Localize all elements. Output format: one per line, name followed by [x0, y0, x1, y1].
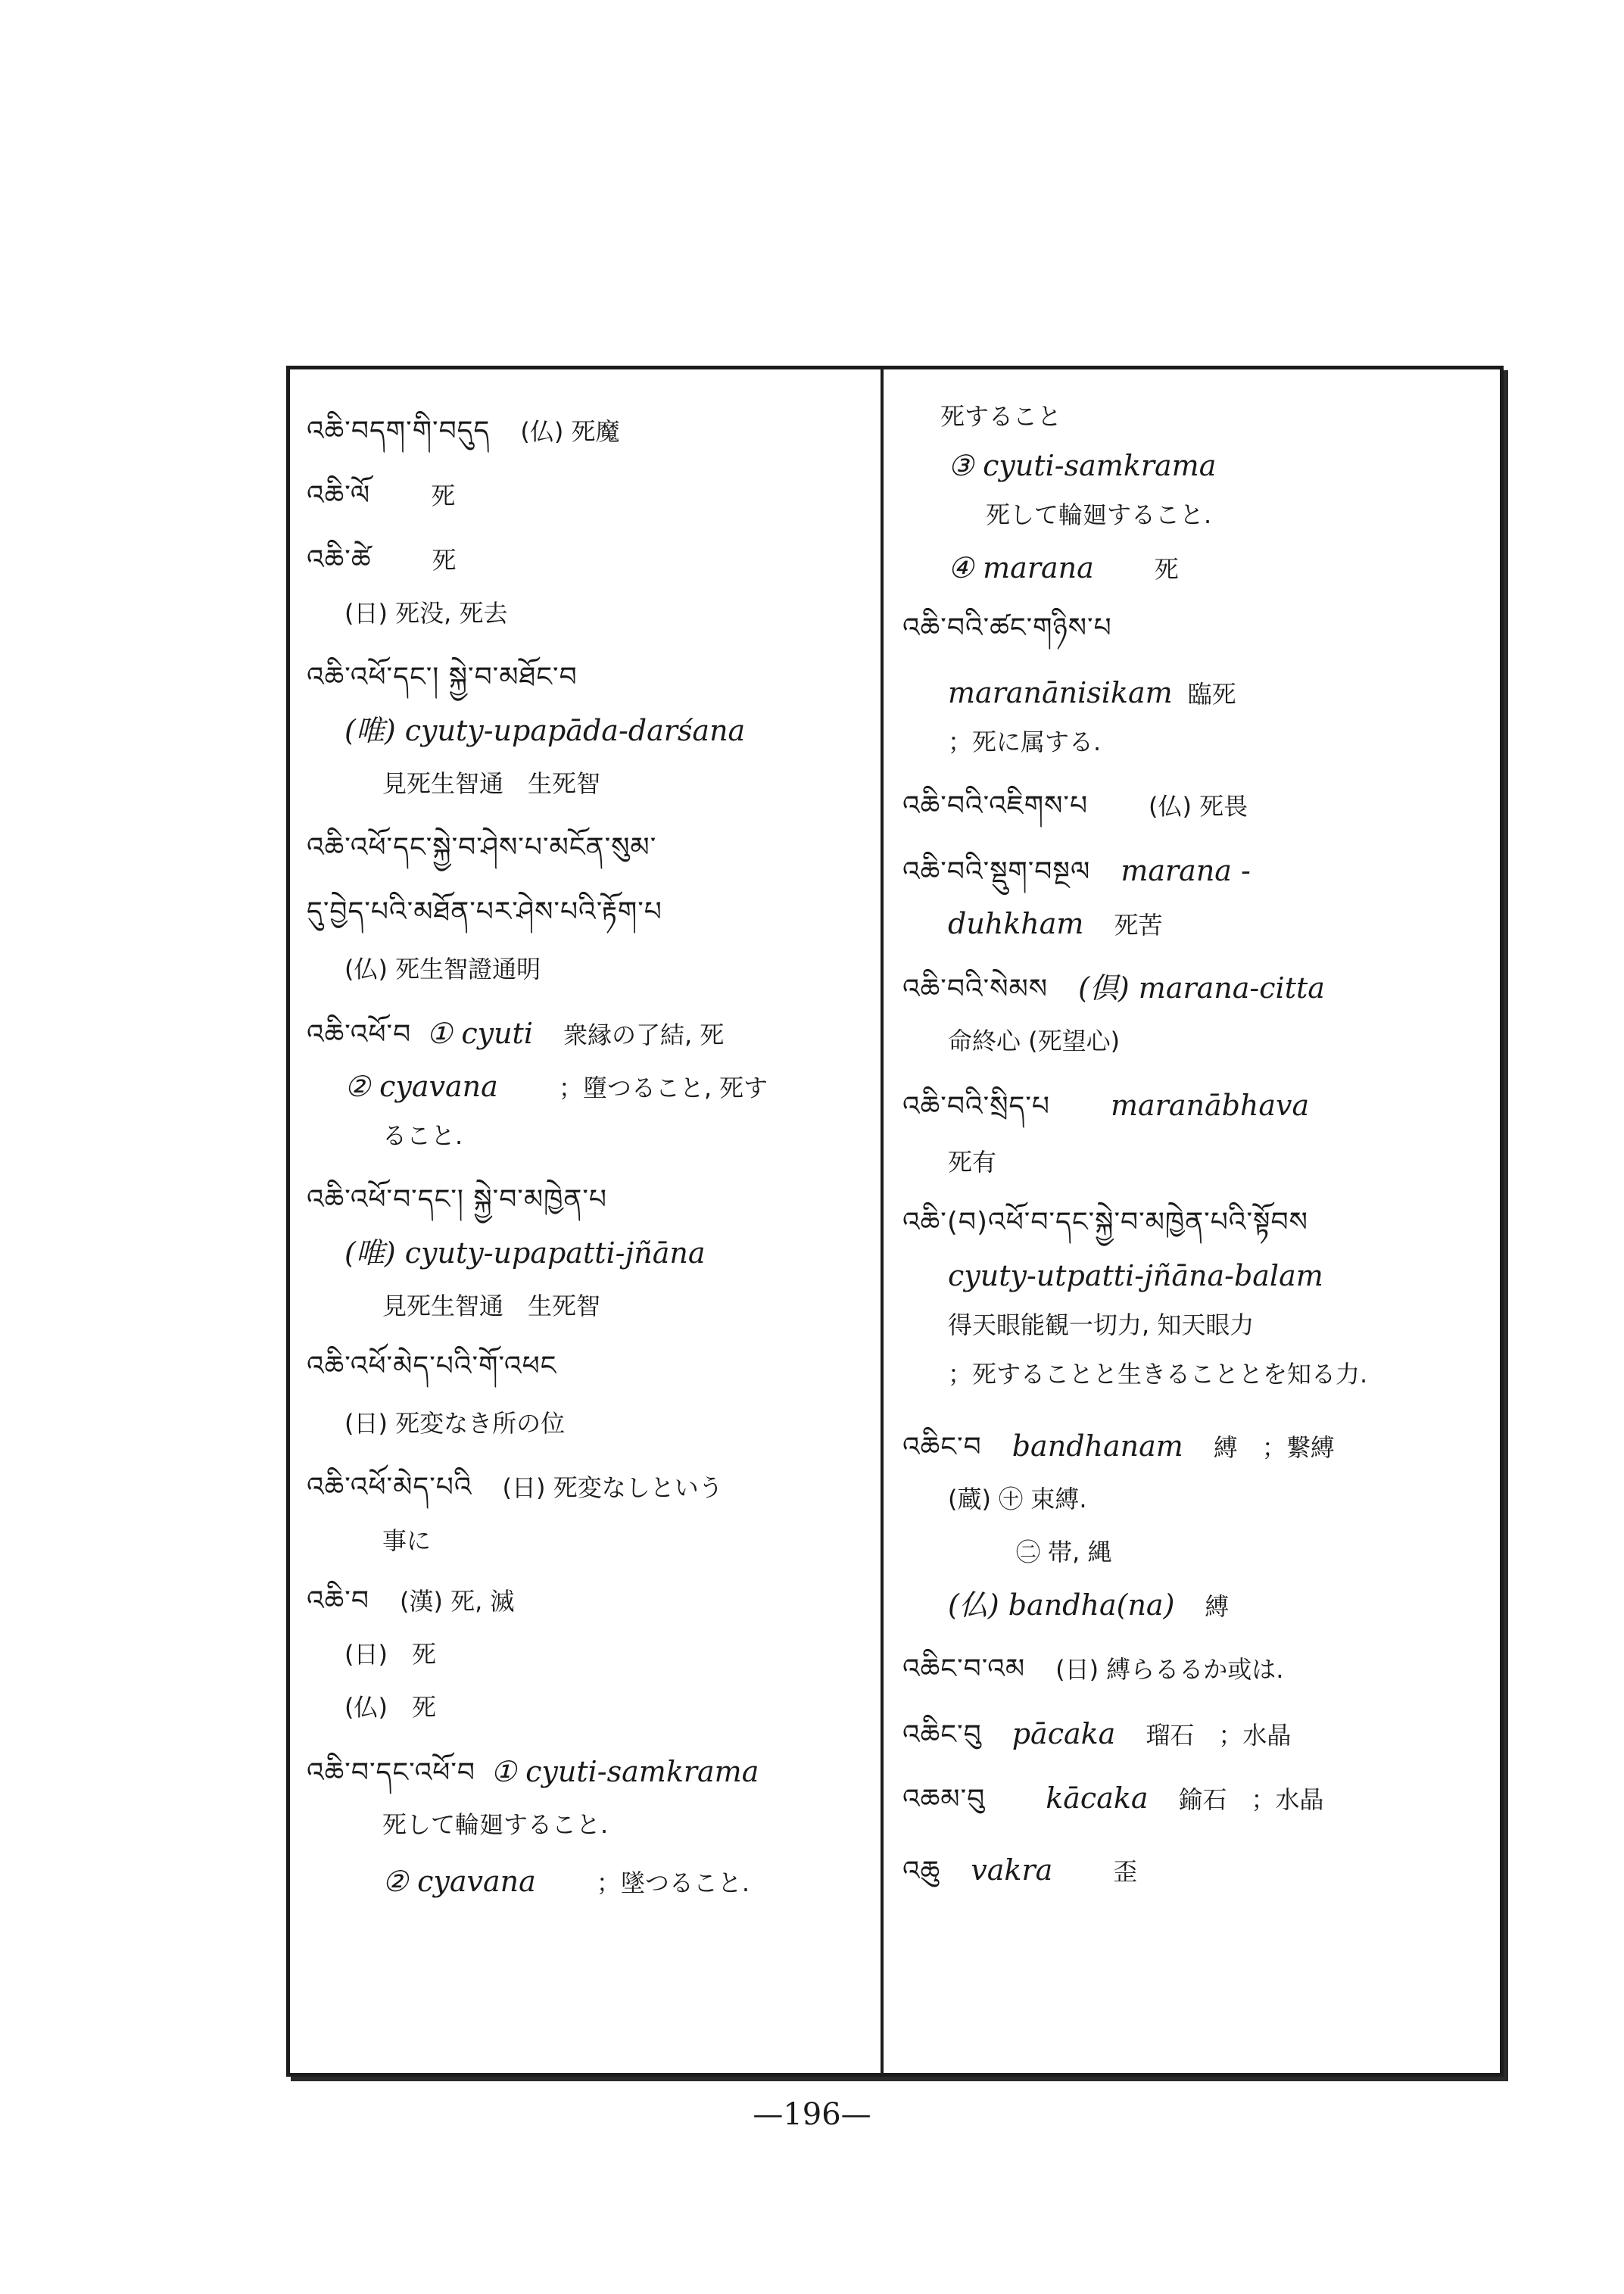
entry-line: 見死生智通 生死智 — [382, 769, 601, 798]
entry-line: 死して輪廻すること. — [986, 500, 1212, 529]
entry-line: (仏) 死生智證通明 — [344, 955, 541, 983]
entry-line: ㊁ 帯, 縄 — [1016, 1538, 1112, 1566]
entry-line: (仏) bandha(na) 縛 — [948, 1588, 1230, 1622]
entry-line: ；死することと生きることとを知る力. — [948, 1360, 1368, 1389]
entry-line: འཆི་ལོ 死 — [307, 480, 456, 511]
entry-line: ③ cyuti-samkrama — [948, 449, 1217, 482]
entry-line: འཆི་བ་དང་འཕོ་བ ① cyuti-samkrama — [307, 1755, 759, 1788]
entry-line: 死して輪廻すること. — [382, 1810, 609, 1839]
entry-line: འཆུ vakra 歪 — [902, 1853, 1138, 1887]
entry-line: (仏) 死 — [344, 1693, 436, 1722]
entry-line: འཆི་བ (漢) 死, 滅 — [307, 1585, 515, 1616]
entry-line: འཆིང་བ་འམ (日) 縛らるるか或は. — [902, 1653, 1284, 1685]
entry-line: (蔵) ㊉ 束縛. — [948, 1485, 1087, 1513]
entry-line: duhkham 死苦 — [948, 907, 1163, 940]
entry-line: 命終心 (死望心) — [948, 1027, 1121, 1055]
entry-line: 見死生智通 生死智 — [382, 1292, 601, 1320]
entry-line: འཆི་འཕོ་བ ① cyuti 衆縁の了結, 死 — [307, 1017, 725, 1050]
entry-line: འཆི་ཚེ 死 — [307, 544, 457, 575]
entry-line: maranānisikam 臨死 — [948, 676, 1236, 709]
entry-line: འཆིང་བ bandhanam 縛 ；繋縛 — [902, 1429, 1335, 1463]
page-number: —196— — [753, 2097, 871, 2132]
entry-line: (日) 死 — [344, 1640, 436, 1669]
entry-line: དུ་བྱེད་པའི་མཐོན་པར་ཤེས་པའི་རྟོག་པ — [307, 896, 662, 927]
entry-line: འཆི་བའི་ཚང་གཉིས་པ — [902, 612, 1112, 644]
entry-line: འཆི་འཕོ་བ་དང་། སྐྱེ་བ་མཁྱེན་པ — [307, 1184, 607, 1215]
entry-line: འཆི་བདག་གི་བདུད (仏) 死魔 — [307, 416, 620, 447]
entry-line: འཆི་(བ)འཕོ་བ་དང་སྐྱེ་བ་མཁྱེན་པའི་སྟོབས — [902, 1207, 1308, 1238]
entry-line: འཆི་བའི་འཇིགས་པ (仏) 死畏 — [902, 790, 1248, 821]
entry-line: (唯) cyuty-upapāda-darśana — [344, 714, 746, 747]
entry-line: འཆི་འཕོ་མེད་པའི་གོ་འཕང — [307, 1351, 557, 1382]
column-divider — [881, 366, 884, 2077]
entry-line: འཆི་འཕོ་མེད་པའི (日) 死変なしという — [307, 1472, 723, 1503]
entry-line: ること. — [382, 1121, 463, 1150]
entry-line: 死すること — [940, 402, 1062, 431]
entry-line: 得天眼能観一切力, 知天眼力 — [948, 1311, 1255, 1339]
entry-line: (日) 死変なき所の位 — [344, 1409, 566, 1438]
entry-line: འཆི་བའི་སྲིད་པ maranābhava — [902, 1089, 1310, 1122]
entry-line: 死有 — [948, 1148, 997, 1177]
entry-line: ；死に属する. — [948, 728, 1102, 756]
entry-line: འཆི་འཕོ་དང་། སྐྱེ་བ་མཐོང་བ — [307, 662, 578, 693]
entry-line: འཆི་འཕོ་དང་སྐྱེ་བ་ཤེས་པ་མངོན་སུམ་ — [307, 832, 657, 863]
entry-line: འཆིང་བུ pācaka 瑠石 ；水晶 — [902, 1717, 1292, 1750]
entry-line: ④ marana 死 — [948, 551, 1179, 584]
entry-line: འཆི་བའི་སེམས (倶) marana-citta — [902, 971, 1325, 1005]
entry-line: ② cyavana ；墮つること, 死す — [344, 1070, 768, 1103]
entry-line: cyuty-utpatti-jñāna-balam — [948, 1259, 1323, 1292]
entry-line: (日) 死没, 死去 — [344, 599, 508, 628]
entry-line: ② cyavana ；墜つること. — [382, 1865, 750, 1898]
entry-line: (唯) cyuty-upapatti-jñāna — [344, 1236, 706, 1270]
entry-line: འཆམ་བུ kācaka 鍮石 ；水晶 — [902, 1781, 1324, 1815]
entry-line: འཆི་བའི་སྡུག་བསྔལ marana - — [902, 854, 1251, 887]
entry-line: 事に — [382, 1526, 432, 1555]
